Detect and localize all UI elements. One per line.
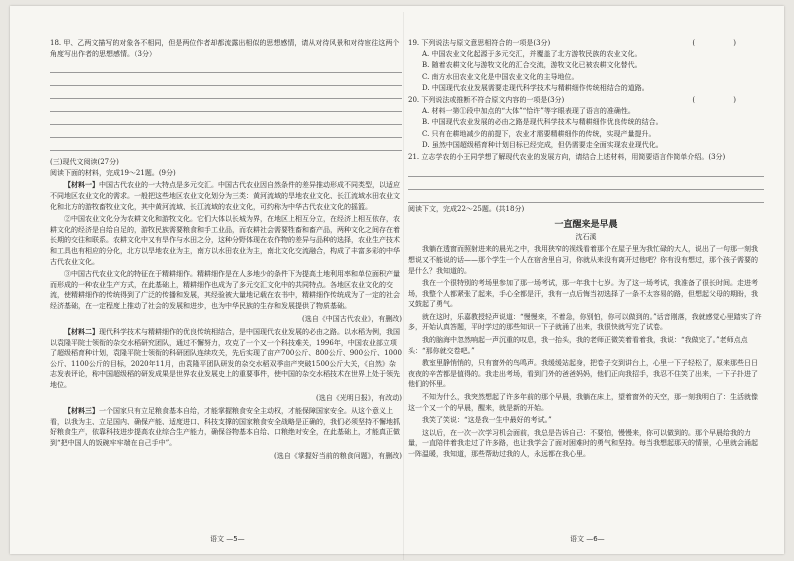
page-footer-left: 语文 —5— xyxy=(210,535,245,543)
answer-bracket[interactable]: ( ) xyxy=(692,39,754,47)
page-fold xyxy=(403,12,404,560)
question-18: 18. 甲、乙两文描写的对象各不相同，但是两位作者却都流露出相似的思想感情，请从对待风景和对待宦往这两个角度写出作者的思想感情。（3分） xyxy=(50,39,400,58)
article-para-8: 这以后，在一次一次学习机会面前，我总是告诉自己：不要怕，慢慢来，你可以做到的。那个早晨给我的力量，一直陪伴着我走过了许多路，也让我学会了面对困难时的勇气和坚持。每当我想起那天的情景，心里就会涌起一阵温暖，我知道，那些帮助过我的人，永远都在我心里。 xyxy=(408,428,758,458)
q20-option-c: C. 只有在耕地减少的前提下，农业才需要精耕细作的传统，实现产量提升。 xyxy=(422,129,656,138)
q20-option-b: B. 中国现代农业发展的必由之路是现代科学技术与精耕细作优良传统的结合。 xyxy=(422,118,663,127)
q19-option-b: B. 随着农耕文化与游牧文化的汇合交流，游牧文化已被农耕文化替代。 xyxy=(422,61,642,70)
material-3 xyxy=(50,406,402,448)
q20-option-a: A. 材料一第①段中加点的“大体”“恰许”等字眼表现了语言的准确性。 xyxy=(422,106,635,115)
material-1-para-2: ②中国农业文化分为农耕文化和游牧文化。它们大体以长城为界，在地区上相互分立，在经济上相互依存，农耕文化的经济是自给自足的，游牧民族需要粮食和手工业品，而农耕社会需要牲畜和畜产品，两种文化之间存在着长期的交往和联系。农耕文化中又有旱作与水田之分，这种分野体现在农作物的差异与品种的选择，农业生产技术和工具也有相应的分化，北方以旱地农业为主，南方以水田农业为主，南北文化交流融合，构成了丰富多彩的中华古代农业文化。 xyxy=(50,215,400,266)
question-20: 20. 下列说法或推断不符合原文内容的一项是(3分) xyxy=(408,95,565,104)
article-para-4: 我的脑海中忽然响起一声沉重的叹息，我一抬头，我的老师正微笑着看着我，我说：“我做完了。”老师点点头：“那你就交卷吧。” xyxy=(408,336,748,355)
answer-line[interactable] xyxy=(408,191,764,203)
reading-instruction: 阅读下文，完成22～25题。(共18分) xyxy=(408,204,525,213)
article-title: 一直醒来是早晨 xyxy=(554,220,618,231)
answer-line[interactable] xyxy=(50,74,402,86)
question-21: 21. 立志学农的小王同学想了解现代农业的发展方向，请结合上述材料，用简要语言作简单介绍。(3分) xyxy=(408,152,726,161)
answer-line[interactable] xyxy=(50,61,402,73)
material-2-source: (选自《光明日报》，有改动) xyxy=(316,393,402,402)
answer-bracket[interactable]: ( ) xyxy=(692,95,754,104)
answer-line[interactable] xyxy=(408,178,764,190)
material-3-text: 一个国家只有立足粮食基本自给，才能掌握粮食安全主动权，才能保障国家安全。从这个意义上看，以我为主、立足国内、确保产能、适度进口、科技支撑的国家粮食安全战略是正确的，我们必须坚持不懈地抓好粮食生产，依靠科技进步提高农业综合生产能力，确保谷物基本自给、口粮绝对安全，在此基础上，才能真正做到“把中国人的饭碗牢牢端在自己手中”。 xyxy=(50,407,400,448)
article-para-7: 我笑了笑说：“这是我一生中最好的考试。” xyxy=(422,416,552,425)
material-2 xyxy=(50,327,402,391)
answer-line[interactable] xyxy=(50,87,402,99)
material-1-text: 中国古代农业的一大特点是多元交汇。中国古代农业因自然条件的差异推动形成不同类型，以适应不同地区农业文化的需求。一般把这些地区农业文化划分为三类：黄河流域的旱地农业文化、长江流域水田农业文化和北方的游牧畜牧业文化，其中黄河流域、长江流域的农业文化，可约称为中华古代农业文化的摇篮。 xyxy=(50,181,400,211)
question-19: 19. 下列说法与原文意思相符合的一项是(3分) xyxy=(408,39,551,47)
material-1-source: (选自《中国古代农业》，有删改) xyxy=(302,314,402,323)
answer-line[interactable] xyxy=(50,113,402,125)
material-2-label: 【材料二】 xyxy=(64,328,99,337)
article-para-3: 就在这时，乐嘉教授轻声说道：“慢慢来，不着急，你别怕，你可以做到的。”话音刚落，我就感觉心里踏实了许多，开始认真答题，平时学过的那些知识一下子就涌了出来，我很快就写完了试卷。 xyxy=(408,312,762,332)
material-1-label: 【材料一】 xyxy=(64,181,99,190)
answer-line[interactable] xyxy=(50,126,402,138)
q19-option-c: C. 南方水田农业文化是中国农业文化的主导地位。 xyxy=(422,72,579,81)
q19-option-d: D. 中国现代农业发展需要走现代科学技术与精耕细作传统相结合的道路。 xyxy=(422,84,649,93)
page-right xyxy=(408,38,764,462)
article-para-6: 不知为什么，我突然想起了许多年前的那个早晨，我躺在床上，望着窗外的天空，那一刻我明白了：生活就像这一个又一个的早晨，醒来，就是新的开始。 xyxy=(408,393,758,412)
q19-option-a: A. 中国农业文化起源于多元交汇，并覆盖了北方游牧民族的农业文化。 xyxy=(422,49,642,58)
question-20-row xyxy=(408,95,764,106)
article-para-1: 我躺在透窗而照射进来的晨光之中，我用狭窄的视线看着那个在屋子里为我忙碌的大人，说出了一句那一刻我想说又不能说的话——那个学生一个人在宿舍里自习，你就从来没有离开过他吧？你有没有想过，那个孩子需要的是什么？我知道的。 xyxy=(408,245,758,275)
exam-sheet xyxy=(10,6,784,554)
material-1-para-3: ③中国古代农业文化的特征在于精耕细作。精耕细作是在人多地少的条件下为提高土地利用率和单位面积产量而形成的一种农业生产方式，在此基础上，精耕细作也成为了多元交汇文化中的共同特点。各地区农业文化的交流，使精耕细作的传统得到了广泛的传播和发展，其经验被大量地记载在农书中，精耕细作传统成为了一定的社会经济基础，在一定程度上推动了社会的发展和进步，也为中华民族的生存和发展提供了物质基础。 xyxy=(50,270,400,310)
material-3-source: (选自《掌握好当前的粮食问题》，有删改) xyxy=(274,451,402,460)
section-heading: (三)现代文阅读(27分) xyxy=(50,158,119,167)
article-para-5: 教室里静悄悄的，只有窗外的鸟鸣声。我缓缓站起身，把卷子交到讲台上，心里一下子轻松了，原来那些日日夜夜的辛苦都是值得的。我走出考场，看到门外的爸爸妈妈，他们正向我招手，我忍不住笑了出来，一下子扑进了他们的怀里。 xyxy=(408,359,758,389)
q20-option-d: D. 虽然中国超级稻育种计划目标已经完成，但仍需要走全面实现农业现代化。 xyxy=(422,141,663,150)
answer-line[interactable] xyxy=(50,100,402,112)
material-2-text: 现代科学技术与精耕细作的优良传统相结合，是中国现代农业发展的必由之路。以水稻为例，我国以袁隆平院士领衔的杂交水稻研究团队，通过不懈努力，攻克了一个又一个科技难关，1996年，中国农业部立项了超级稻育种计划，袁隆平院士领衔的科研团队连续攻关，先后实现了亩产700公斤、800公斤、900公斤、1000公斤、1100公斤的目标，2020年11月，由袁隆平团队研发的杂交水稻双季亩产突破1500公斤大关，《自然》杂志发表评论，称中国超级稻的研发成果是世界农业发展史上的重要事件，使中国的杂交水稻技术在世界上处于领先地位。 xyxy=(50,328,402,390)
article-para-2: 我在一个很特别的考场里参加了那一场考试，那一年我十七岁。为了这一场考试，我准备了很长时间。走进考场，我整个人都紧张了起来，手心全都是汗，我有一点后悔当初选择了一条不太容易的路，但想起父母的期盼，我又鼓起了勇气。 xyxy=(408,279,758,309)
material-3-label: 【材料三】 xyxy=(64,407,99,416)
page-footer-right: 语文 —6— xyxy=(570,535,605,543)
article-author: 沈石溪 xyxy=(575,232,597,241)
material-1 xyxy=(50,180,402,212)
section-instruction: 阅读下面的材料，完成19～21题。(9分) xyxy=(50,168,176,177)
question-19-row xyxy=(408,38,764,49)
answer-line[interactable] xyxy=(50,139,402,151)
answer-line[interactable] xyxy=(408,165,764,177)
page-left xyxy=(50,38,402,464)
